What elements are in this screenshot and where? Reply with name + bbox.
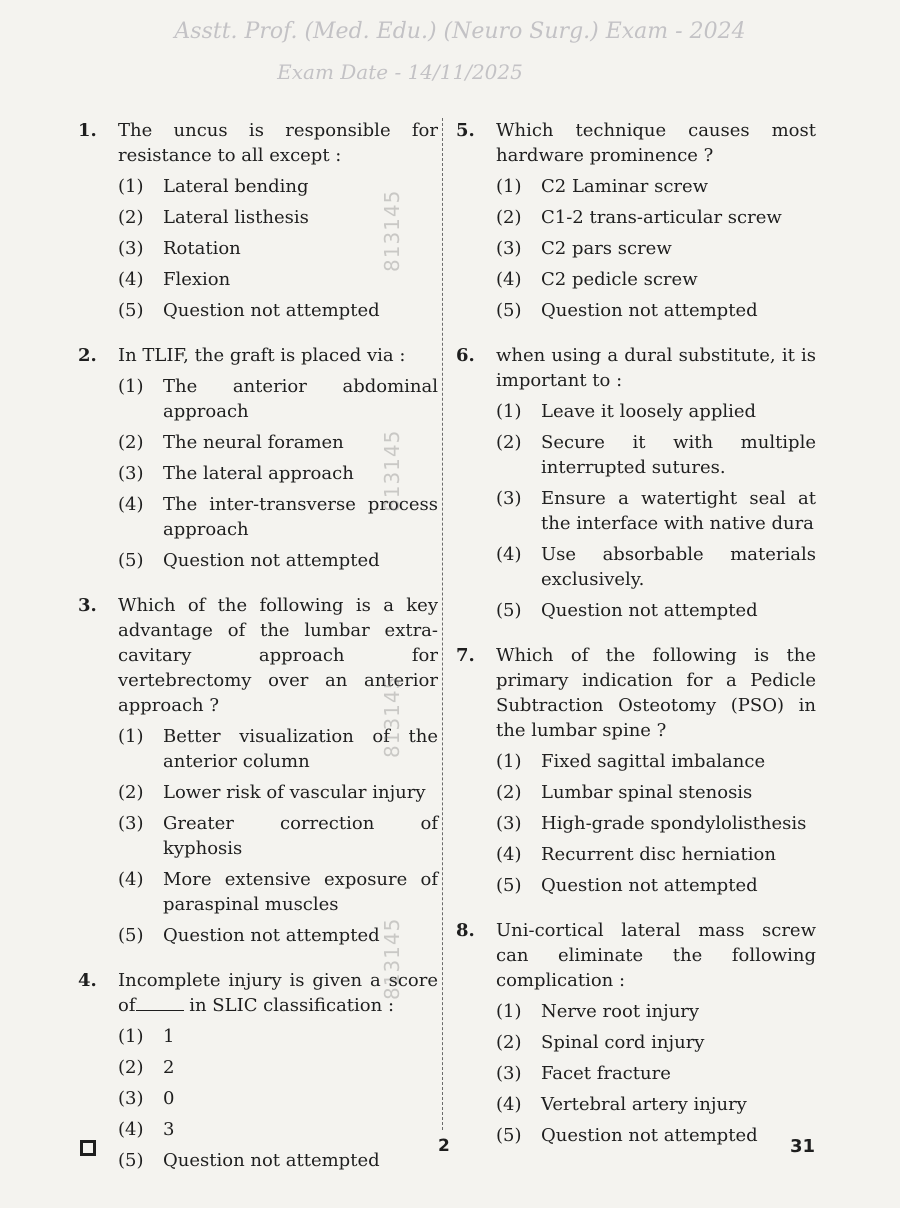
option-number: (2) <box>496 432 522 453</box>
option-number: (3) <box>496 813 522 834</box>
option-number: (1) <box>118 1026 144 1047</box>
answer-blank <box>136 994 184 1011</box>
option-text: 2 <box>163 1057 175 1078</box>
question-text: Which technique causes most hardware prominence ? <box>496 120 816 166</box>
left-column <box>78 118 438 1179</box>
option-text: Secure it with multiple interrupted sutures. <box>541 432 816 478</box>
option-text: Rotation <box>163 238 241 259</box>
option <box>118 374 438 424</box>
option <box>118 867 438 917</box>
option <box>118 1086 438 1111</box>
question-number: 3. <box>78 595 97 616</box>
question-text: when using a dural substitute, it is important to : <box>496 345 816 391</box>
option-text: Greater correction of kyphosis <box>163 813 438 859</box>
option <box>496 1030 816 1055</box>
option <box>496 236 816 261</box>
option-number: (5) <box>118 925 144 946</box>
option-text: Question not attempted <box>163 1150 380 1171</box>
option <box>496 1061 816 1086</box>
option-text: 3 <box>163 1119 175 1140</box>
option-number: (4) <box>118 1119 144 1140</box>
right-column <box>456 118 816 1154</box>
option-text: Spinal cord injury <box>541 1032 705 1053</box>
option-text: Question not attempted <box>541 875 758 896</box>
option-text: 1 <box>163 1026 175 1047</box>
option-text: Use absorbable materials exclusively. <box>541 544 816 590</box>
option-text: The neural foramen <box>163 432 344 453</box>
option <box>496 598 816 623</box>
option <box>496 811 816 836</box>
option <box>496 873 816 898</box>
option <box>496 780 816 805</box>
option <box>496 399 816 424</box>
option-number: (1) <box>118 176 144 197</box>
option-number: (5) <box>496 1125 522 1146</box>
question-text-before-blank: Incomplete injury is given a score of <box>118 970 438 1016</box>
option-text: C1-2 trans-articular screw <box>541 207 782 228</box>
handwritten-line-2: Exam Date - 14/11/2025 <box>277 60 523 84</box>
question-7 <box>456 643 816 904</box>
question-number: 1. <box>78 120 97 141</box>
question-6 <box>456 343 816 629</box>
question-5 <box>456 118 816 329</box>
question-text-after-blank: in SLIC classification : <box>183 995 395 1016</box>
option <box>496 486 816 536</box>
option <box>496 430 816 480</box>
option-text: The lateral approach <box>163 463 354 484</box>
option-number: (2) <box>118 782 144 803</box>
option-text: Question not attempted <box>163 550 380 571</box>
option-text: C2 Laminar screw <box>541 176 709 197</box>
option-number: (3) <box>496 238 522 259</box>
option <box>118 1055 438 1080</box>
option-text: More extensive exposure of paraspinal muscles <box>163 869 438 915</box>
option-number: (1) <box>118 726 144 747</box>
option-text: Fixed sagittal imbalance <box>541 751 766 772</box>
option-number: (3) <box>118 238 144 259</box>
option <box>496 267 816 292</box>
option-number: (4) <box>118 269 144 290</box>
question-8 <box>456 918 816 1154</box>
option-number: (3) <box>496 1063 522 1084</box>
option-number: (4) <box>496 269 522 290</box>
serial-stamp-2: 813145 <box>380 429 404 512</box>
page-number-right: 31 <box>790 1136 816 1157</box>
option-number: (4) <box>118 494 144 515</box>
option-number: (1) <box>496 401 522 422</box>
option <box>496 174 816 199</box>
option-number: (4) <box>496 844 522 865</box>
option-number: (5) <box>496 300 522 321</box>
option <box>496 842 816 867</box>
option-text: High-grade spondylolisthesis <box>541 813 807 834</box>
square-marker-icon <box>80 1140 96 1156</box>
option-number: (1) <box>496 751 522 772</box>
question-3 <box>78 593 438 954</box>
handwritten-line-1: Asstt. Prof. (Med. Edu.) (Neuro Surg.) Exam - 2024 <box>174 19 746 44</box>
option-number: (3) <box>496 488 522 509</box>
option-number: (2) <box>496 207 522 228</box>
option-number: (2) <box>496 782 522 803</box>
option-number: (4) <box>496 1094 522 1115</box>
option-number: (3) <box>118 813 144 834</box>
option <box>496 749 816 774</box>
option <box>118 298 438 323</box>
page-number-center: 2 <box>438 1136 450 1156</box>
option <box>496 999 816 1024</box>
column-divider <box>442 118 443 1130</box>
option-text: C2 pars screw <box>541 238 672 259</box>
option <box>496 205 816 230</box>
question-text: The uncus is responsible for resistance to all except : <box>118 120 438 166</box>
option-number: (5) <box>496 875 522 896</box>
option-text: 0 <box>163 1088 175 1109</box>
question-text: Which of the following is the primary indication for a Pedicle Subtraction Osteotomy (PSO) in the lumbar spine ? <box>496 645 816 741</box>
option-text: Lower risk of vascular injury <box>163 782 426 803</box>
serial-stamp-3: 813145 <box>380 675 404 758</box>
option <box>496 1123 816 1148</box>
option-number: (5) <box>118 1150 144 1171</box>
option-text: Flexion <box>163 269 231 290</box>
option-number: (2) <box>118 432 144 453</box>
option-number: (1) <box>118 376 144 397</box>
option-text: Recurrent disc herniation <box>541 844 776 865</box>
option-text: Question not attempted <box>541 1125 758 1146</box>
question-text: Uni-cortical lateral mass screw can eliminate the following complication : <box>496 920 816 991</box>
option-number: (5) <box>496 600 522 621</box>
option-text: C2 pedicle screw <box>541 269 698 290</box>
option <box>118 780 438 805</box>
option-text: Leave it loosely applied <box>541 401 757 422</box>
question-number: 7. <box>456 645 475 666</box>
option-text: Ensure a watertight seal at the interface with native dura <box>541 488 816 534</box>
option <box>118 1024 438 1049</box>
option <box>496 542 816 592</box>
option <box>118 811 438 861</box>
option-text: Better visualization of the anterior column <box>163 726 438 772</box>
option-number: (3) <box>118 463 144 484</box>
question-number: 2. <box>78 345 97 366</box>
option-text: Question not attempted <box>163 925 380 946</box>
option-number: (2) <box>496 1032 522 1053</box>
serial-stamp-4: 813145 <box>380 917 404 1000</box>
option-text: The anterior abdominal approach <box>163 376 438 422</box>
question-number: 6. <box>456 345 475 366</box>
option-number: (3) <box>118 1088 144 1109</box>
option-number: (5) <box>118 300 144 321</box>
option-text: Facet fracture <box>541 1063 671 1084</box>
question-number: 4. <box>78 970 97 991</box>
option-text: Question not attempted <box>163 300 380 321</box>
option-text: The inter-transverse process approach <box>163 494 438 540</box>
question-number: 5. <box>456 120 475 141</box>
question-text: Which of the following is a key advantage of the lumbar extra-cavitary approach for vertebrectomy over an anterior approach ? <box>118 595 438 716</box>
handwritten-header <box>90 12 830 112</box>
option-number: (1) <box>496 176 522 197</box>
option-text: Question not attempted <box>541 300 758 321</box>
option-text: Nerve root injury <box>541 1001 700 1022</box>
option-number: (2) <box>118 207 144 228</box>
option <box>118 1117 438 1142</box>
option-number: (4) <box>496 544 522 565</box>
option-text: Lateral bending <box>163 176 309 197</box>
option-text: Lateral listhesis <box>163 207 309 228</box>
option-number: (1) <box>496 1001 522 1022</box>
option-text: Question not attempted <box>541 600 758 621</box>
option <box>496 298 816 323</box>
option-text: Vertebral artery injury <box>541 1094 747 1115</box>
question-number: 8. <box>456 920 475 941</box>
option <box>118 1148 438 1173</box>
option-number: (5) <box>118 550 144 571</box>
option-number: (2) <box>118 1057 144 1078</box>
option <box>118 548 438 573</box>
option-number: (4) <box>118 869 144 890</box>
question-text: In TLIF, the graft is placed via : <box>118 345 406 366</box>
option-text: Lumbar spinal stenosis <box>541 782 753 803</box>
option <box>496 1092 816 1117</box>
serial-stamp-1: 813145 <box>380 189 404 272</box>
